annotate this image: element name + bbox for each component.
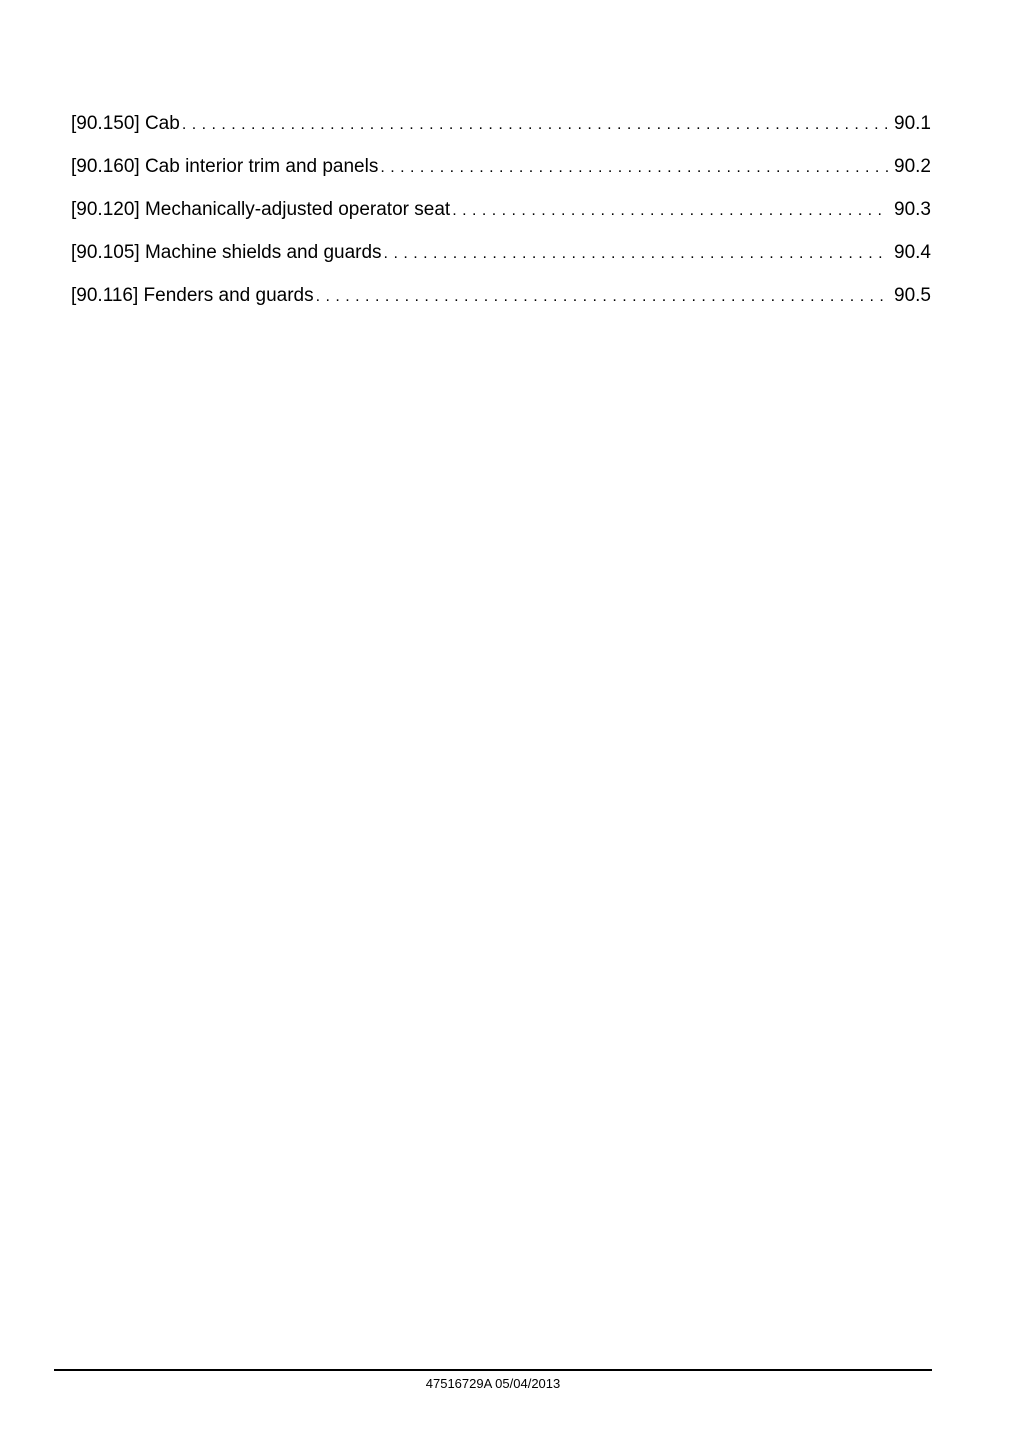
- toc-entry-title: [90.105] Machine shields and guards: [71, 242, 382, 263]
- toc-entry-cab[interactable]: [71, 110, 931, 153]
- toc-entry-page: 90.1: [894, 113, 931, 134]
- toc-entry-machine-shields[interactable]: [71, 239, 931, 282]
- toc-entry-page: 90.5: [894, 285, 931, 306]
- toc-leader-dots: [316, 283, 888, 311]
- toc-leader-dots: [452, 197, 888, 225]
- toc-leader-dots: [182, 111, 888, 139]
- toc-entry-page: 90.3: [894, 199, 931, 220]
- toc-leader-dots: [384, 240, 888, 268]
- footer-document-id: 47516729A 05/04/2013: [425, 1376, 561, 1391]
- toc-entry-page: 90.4: [894, 242, 931, 263]
- toc-entry-title: [90.120] Mechanically-adjusted operator seat: [71, 199, 451, 220]
- toc-entry-title: [90.150] Cab: [71, 113, 180, 134]
- toc-entry-title: [90.116] Fenders and guards: [71, 285, 314, 306]
- toc-entry-title: [90.160] Cab interior trim and panels: [71, 156, 379, 177]
- toc-leader-dots: [380, 154, 888, 182]
- toc-entry-operator-seat[interactable]: [71, 196, 931, 239]
- toc-entry-page: 90.2: [894, 156, 931, 177]
- toc-entry-fenders[interactable]: [71, 282, 931, 325]
- table-of-contents: [71, 110, 931, 325]
- footer-divider: [54, 1369, 932, 1371]
- toc-entry-cab-interior-trim[interactable]: [71, 153, 931, 196]
